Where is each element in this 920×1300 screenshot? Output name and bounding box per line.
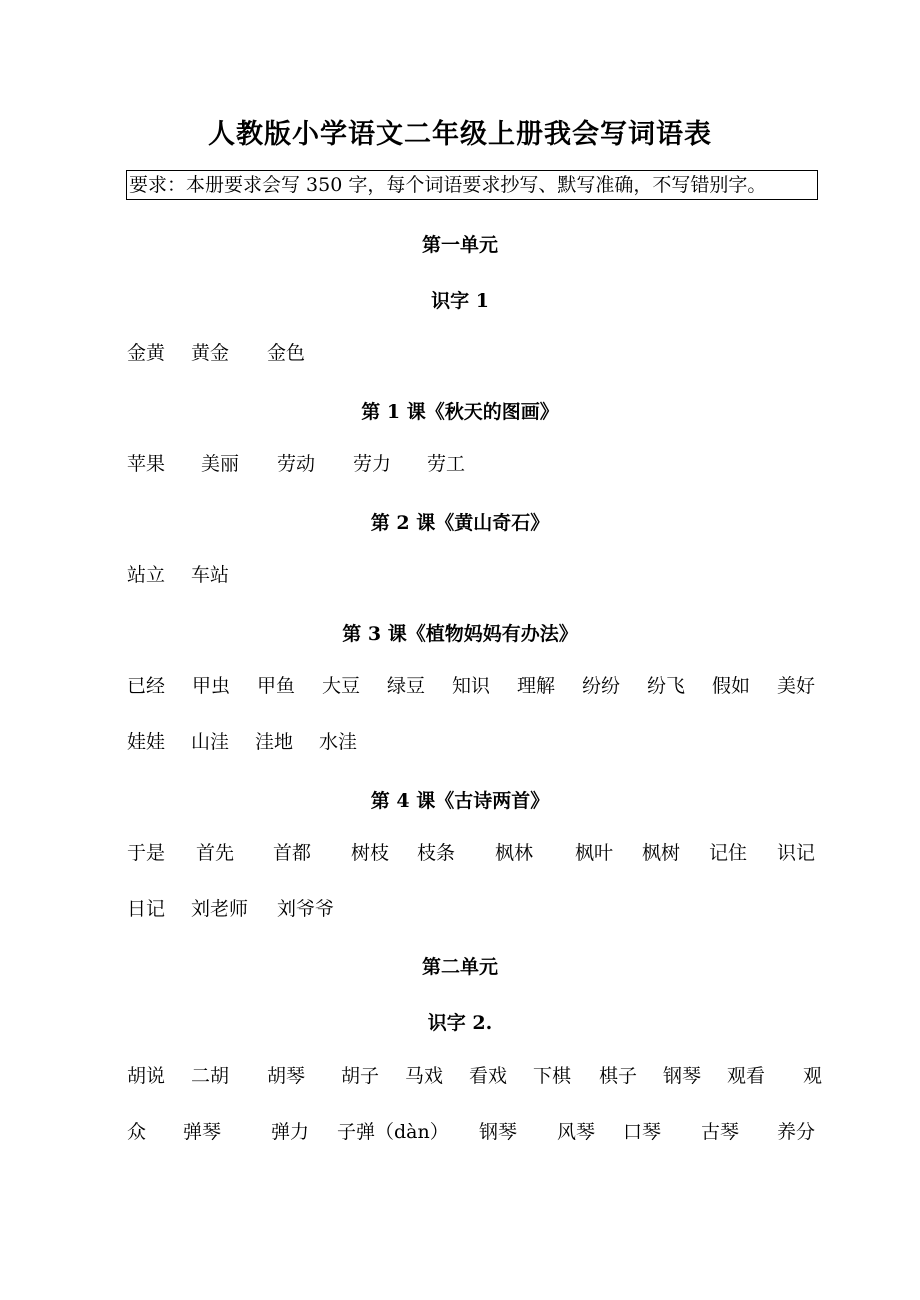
word: 绿豆	[387, 675, 426, 697]
word: 理解	[517, 675, 556, 697]
word-row-lesson-1	[127, 449, 827, 479]
word: 弹琴	[183, 1121, 222, 1143]
heading-shizi-1: 识字 1	[431, 290, 489, 312]
word: 弹力	[271, 1121, 310, 1143]
page-title: 人教版小学语文二年级上册我会写词语表	[208, 119, 712, 150]
word: 风琴	[557, 1121, 596, 1143]
word: 古琴	[701, 1121, 740, 1143]
word: 枫树	[642, 842, 681, 864]
word: 甲虫	[192, 675, 231, 697]
word: 纷飞	[647, 675, 686, 697]
word: 美好	[777, 675, 816, 697]
word: 金色	[267, 342, 306, 364]
heading-shizi-2: 识字 2.	[427, 1012, 493, 1034]
word-row-shizi-2a	[127, 1061, 827, 1091]
word: 假如	[712, 675, 751, 697]
word: 下棋	[533, 1065, 572, 1087]
word: 金黄	[127, 342, 166, 364]
heading-unit-2: 第二单元	[421, 956, 498, 978]
word: 首先	[196, 842, 235, 864]
word-row-lesson-3a	[127, 671, 827, 701]
word-row-shizi-2b	[127, 1117, 827, 1147]
word: 子弹（dàn）	[337, 1121, 449, 1143]
word: 观看	[727, 1065, 766, 1087]
word: 美丽	[201, 453, 240, 475]
word: 劳动	[277, 453, 316, 475]
word: 识记	[777, 842, 816, 864]
word: 大豆	[322, 675, 361, 697]
heading-lesson-1: 第 1 课《秋天的图画》	[361, 401, 559, 423]
word: 水洼	[319, 731, 358, 753]
word-row-shizi-1	[127, 338, 827, 368]
word: 胡子	[341, 1065, 380, 1087]
word: 知识	[452, 675, 491, 697]
word: 站立	[127, 564, 166, 586]
word: 棋子	[599, 1065, 638, 1087]
word: 刘爷爷	[277, 898, 335, 920]
word: 刘老师	[191, 898, 249, 920]
heading-lesson-3: 第 3 课《植物妈妈有办法》	[342, 623, 578, 645]
heading-lesson-4: 第 4 课《古诗两首》	[370, 790, 550, 812]
word: 众	[127, 1121, 147, 1143]
word: 二胡	[191, 1065, 230, 1087]
word-row-lesson-4a	[127, 838, 827, 868]
word: 胡琴	[267, 1065, 306, 1087]
heading-lesson-2: 第 2 课《黄山奇石》	[370, 512, 550, 534]
word: 口琴	[623, 1121, 662, 1143]
word: 已经	[127, 675, 166, 697]
word: 看戏	[469, 1065, 508, 1087]
word-row-lesson-4b	[127, 894, 827, 924]
word: 观	[803, 1065, 823, 1087]
word: 钢琴	[663, 1065, 702, 1087]
word: 纷纷	[582, 675, 621, 697]
word: 枝条	[417, 842, 456, 864]
word: 枫林	[495, 842, 534, 864]
word: 甲鱼	[257, 675, 296, 697]
word: 于是	[127, 842, 166, 864]
word: 劳工	[427, 453, 466, 475]
word: 娃娃	[127, 731, 166, 753]
word-row-lesson-2	[127, 560, 827, 590]
word: 马戏	[405, 1065, 444, 1087]
word: 枫叶	[575, 842, 614, 864]
heading-unit-1: 第一单元	[421, 234, 498, 256]
word: 洼地	[255, 731, 294, 753]
requirement-box: 要求：本册要求会写 350 字，每个词语要求抄写、默写准确，不写错别字。	[126, 170, 818, 200]
word: 黄金	[191, 342, 230, 364]
word: 车站	[191, 564, 230, 586]
word: 胡说	[127, 1065, 166, 1087]
word: 山洼	[191, 731, 230, 753]
word: 劳力	[353, 453, 392, 475]
word: 养分	[777, 1121, 816, 1143]
word: 钢琴	[479, 1121, 518, 1143]
word: 苹果	[127, 453, 166, 475]
word-row-lesson-3b	[127, 727, 827, 757]
word: 树枝	[351, 842, 390, 864]
word: 日记	[127, 898, 166, 920]
word: 首都	[273, 842, 312, 864]
word: 记住	[709, 842, 748, 864]
